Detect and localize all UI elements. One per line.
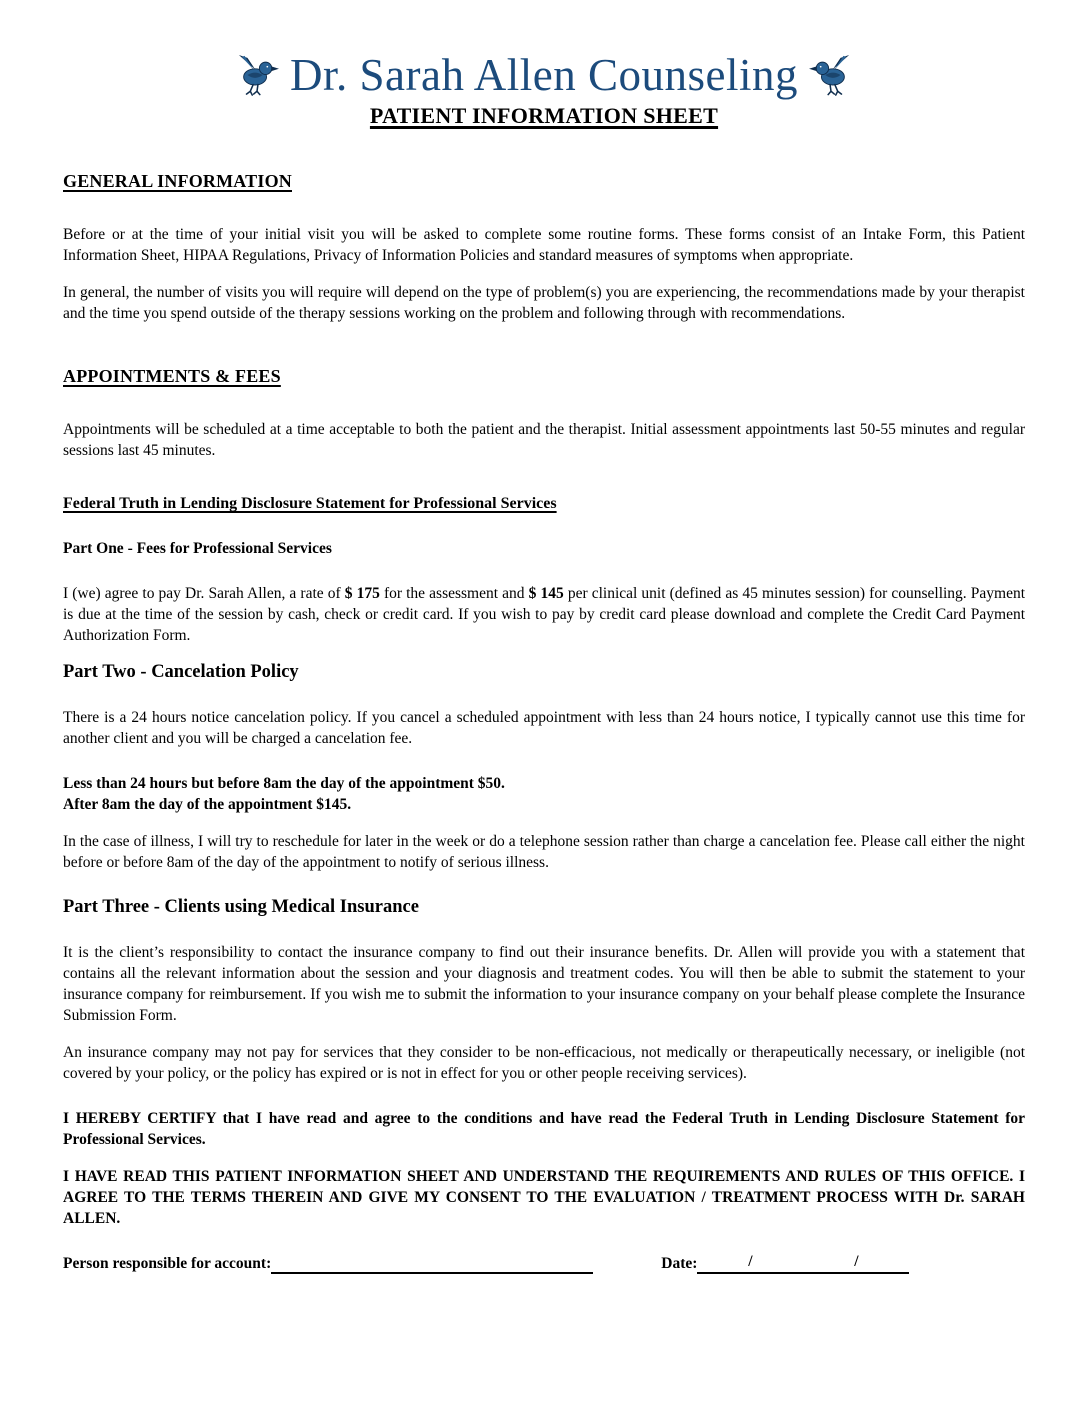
date-label: Date:	[661, 1255, 698, 1273]
assessment-fee-value: $ 175	[344, 585, 380, 603]
part-three-paragraph-1: It is the client’s responsibility to contact the insurance company to find out their insurance benefits. Dr. Allen will provide you with a statement that contains all the relevant information about the session and your diagnosis and treatment codes. You will then be able to submit the statement to your insurance company for reimbursement. If you wish me to submit the information to your insurance company on your behalf please complete the Insurance Submission Form.	[63, 944, 1025, 1025]
bluebird-icon	[234, 54, 280, 96]
part-one-text-1: I (we) agree to pay Dr. Sarah Allen, a rate of	[63, 585, 345, 603]
account-responsible-label: Person responsible for account:	[63, 1255, 272, 1273]
appointments-paragraph: Appointments will be scheduled at a time acceptable to both the patient and the therapist. Initial assessment appointments last 50-55 minutes and regular sessions last 45 minutes.	[63, 421, 1025, 460]
general-information-heading: GENERAL INFORMATION	[63, 171, 292, 192]
cancelation-fee-line-1: Less than 24 hours but before 8am the day of the appointment $50.	[63, 775, 505, 793]
part-one-paragraph	[63, 583, 1025, 646]
bluebird-icon-mirrored	[808, 54, 854, 96]
part-two-heading: Part Two - Cancelation Policy	[63, 662, 299, 683]
date-slash-2: /	[854, 1253, 859, 1271]
appointments-fees-heading: APPOINTMENTS & FEES	[63, 366, 281, 387]
clinical-unit-fee-value: $ 145	[528, 585, 564, 603]
document-header	[63, 50, 1025, 129]
part-one-text-3: per clinical unit (defined as 45 minutes session) for counselling. Payment is due at the time of the session by cash, check or credit card. If you wish to pay by credit card please download and complete the Credit Card Payment Authorization Form.	[63, 585, 1026, 645]
acknowledgement-statement: I HAVE READ THIS PATIENT INFORMATION SHEET AND UNDERSTAND THE REQUIREMENTS AND RULES OF THIS OFFICE. I AGREE TO THE TERMS THEREIN AND GIVE MY CONSENT TO THE EVALUATION / TREATMENT PROCESS WITH Dr. SARAH ALLEN.	[63, 1168, 1025, 1228]
signature-row	[63, 1253, 1025, 1274]
part-two-paragraph-2: In the case of illness, I will try to reschedule for later in the week or do a telephone session rather than charge a cancelation fee. Please call either the night before or before 8am of the day of the appointment to notify of serious illness.	[63, 833, 1025, 872]
part-three-heading: Part Three - Clients using Medical Insurance	[63, 897, 419, 918]
account-responsible-input-line[interactable]	[271, 1255, 593, 1274]
general-paragraph-1: Before or at the time of your initial visit you will be asked to complete some routine forms. These forms consist of an Intake Form, this Patient Information Sheet, HIPAA Regulations, Privacy of Information Policies and standard measures of symptoms when appropriate.	[63, 226, 1025, 265]
part-three-paragraph-2: An insurance company may not pay for services that they consider to be non-efficacious, not medically or therapeutically necessary, or ineligible (not covered by your policy, or the policy has expired or is not in effect for you or other people receiving services).	[63, 1044, 1025, 1083]
federal-disclosure-heading: Federal Truth in Lending Disclosure Statement for Professional Services	[63, 495, 557, 513]
date-input-line[interactable]	[697, 1255, 909, 1274]
document-title: PATIENT INFORMATION SHEET	[369, 103, 719, 129]
cancelation-fee-line-2: After 8am the day of the appointment $145.	[63, 796, 352, 814]
practice-name: Dr. Sarah Allen Counseling	[290, 50, 798, 100]
cancelation-fee-lines	[63, 773, 1025, 815]
practice-title-row	[63, 50, 1025, 100]
part-one-text-2: for the assessment and	[379, 585, 529, 603]
general-paragraph-2: In general, the number of visits you will require will depend on the type of problem(s) you are experiencing, the recommendations made by your therapist and the time you spend outside of the therapy sessions working on the problem and following through with recommendations.	[63, 284, 1025, 323]
certify-statement: I HEREBY CERTIFY that I have read and agree to the conditions and have read the Federal Truth in Lending Disclosure Statement for Professional Services.	[63, 1110, 1025, 1149]
date-slash-1: /	[748, 1253, 753, 1271]
part-two-paragraph-1: There is a 24 hours notice cancelation policy. If you cancel a scheduled appointment with less than 24 hours notice, I typically cannot use this time for another client and you will be charged a cancelation fee.	[63, 709, 1025, 748]
part-one-heading: Part One - Fees for Professional Services	[63, 540, 332, 558]
document-body	[63, 171, 1025, 1274]
